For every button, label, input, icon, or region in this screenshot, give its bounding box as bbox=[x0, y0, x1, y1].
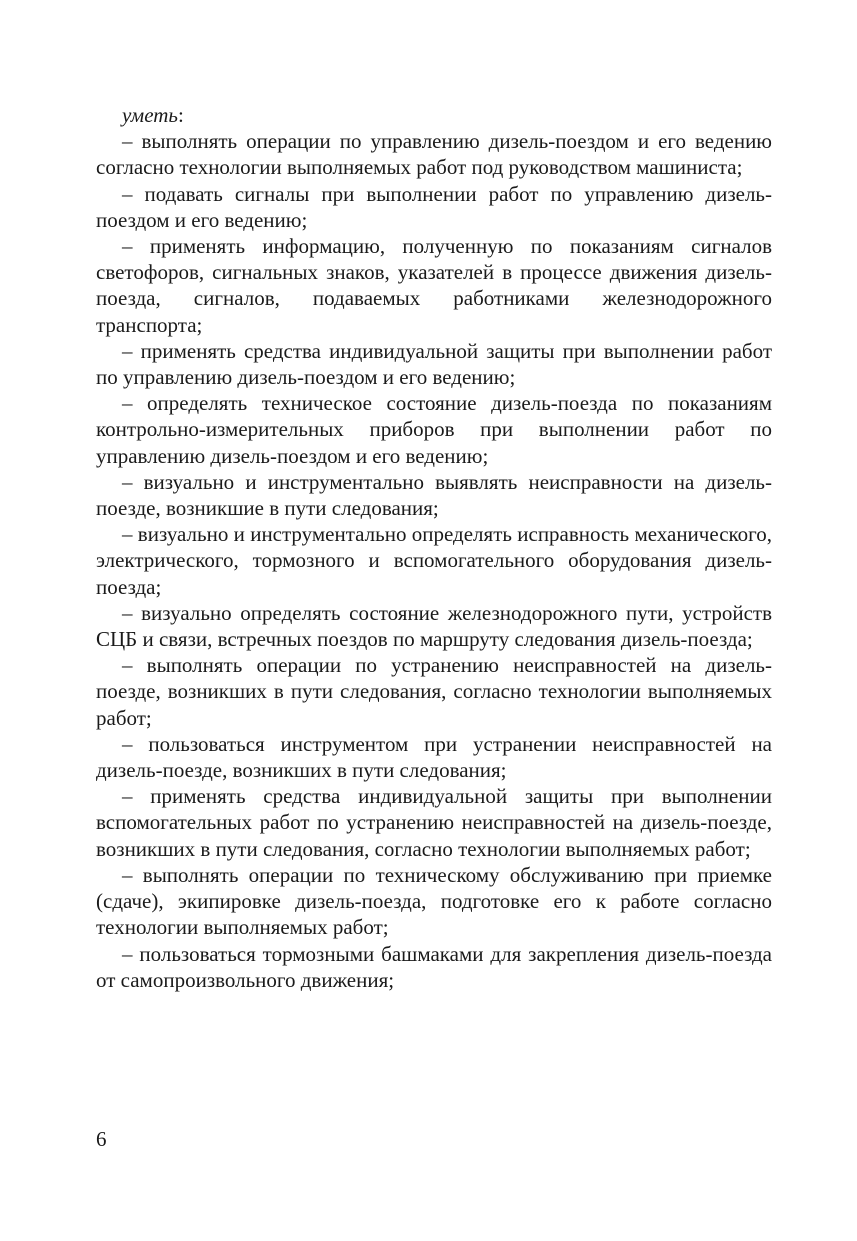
list-item: – выполнять операции по техническому обслуживанию при приемке (сдаче), экипировке дизель-поезда, подготовке его к работе согласно технологии выполняемых работ; bbox=[96, 862, 772, 940]
list-item: – подавать сигналы при выполнении работ по управлению дизель-поездом и его ведению; bbox=[96, 181, 772, 232]
page-body bbox=[96, 102, 772, 993]
list-item: – пользоваться тормозными башмаками для закрепления дизель-поезда от самопроизвольного движения; bbox=[96, 941, 772, 992]
list-item: – выполнять операции по устранению неисправностей на дизель-поезде, возникших в пути следования, согласно технологии выполняемых работ; bbox=[96, 653, 772, 730]
list-item: – визуально определять состояние железнодорожного пути, устройств СЦБ и связи, встречных поездов по маршруту следования дизель-поезда; bbox=[96, 600, 772, 652]
list-item: – визуально и инструментально определять исправность механического, электрического, тормозного и вспомогательного оборудования дизель-поезда; bbox=[96, 522, 772, 599]
list-item: – применять средства индивидуальной защиты при выполнении работ по управлению дизель-поездом и его ведению; bbox=[96, 338, 772, 390]
list-item: – применять информацию, полученную по показаниям сигналов светофоров, сигнальных знаков, указателей в процессе движения дизель-поезда, сигналов, подаваемых работниками железнодорожного транспорта; bbox=[96, 234, 772, 337]
intro-line bbox=[96, 102, 772, 128]
list-item: – определять техническое состояние дизель-поезда по показаниям контрольно-измерительных приборов при выполнении работ по управлению дизель-поездом и его ведению; bbox=[96, 391, 772, 468]
intro-label: уметь bbox=[122, 103, 178, 127]
list-item: – визуально и инструментально выявлять неисправности на дизель-поезде, возникшие в пути следования; bbox=[96, 469, 772, 521]
list-item: – выполнять операции по управлению дизель-поездом и его ведению согласно технологии выполняемых работ под руководством машиниста; bbox=[96, 129, 772, 180]
list-item: – пользоваться инструментом при устранении неисправностей на дизель-поезде, возникших в пути следования; bbox=[96, 731, 772, 783]
page-number: 6 bbox=[96, 1127, 107, 1151]
list-item: – применять средства индивидуальной защиты при выполнении вспомогательных работ по устранению неисправностей на дизель-поезде, возникших в пути следования, согласно технологии выполняемых работ; bbox=[96, 784, 772, 861]
intro-colon: : bbox=[177, 103, 184, 127]
